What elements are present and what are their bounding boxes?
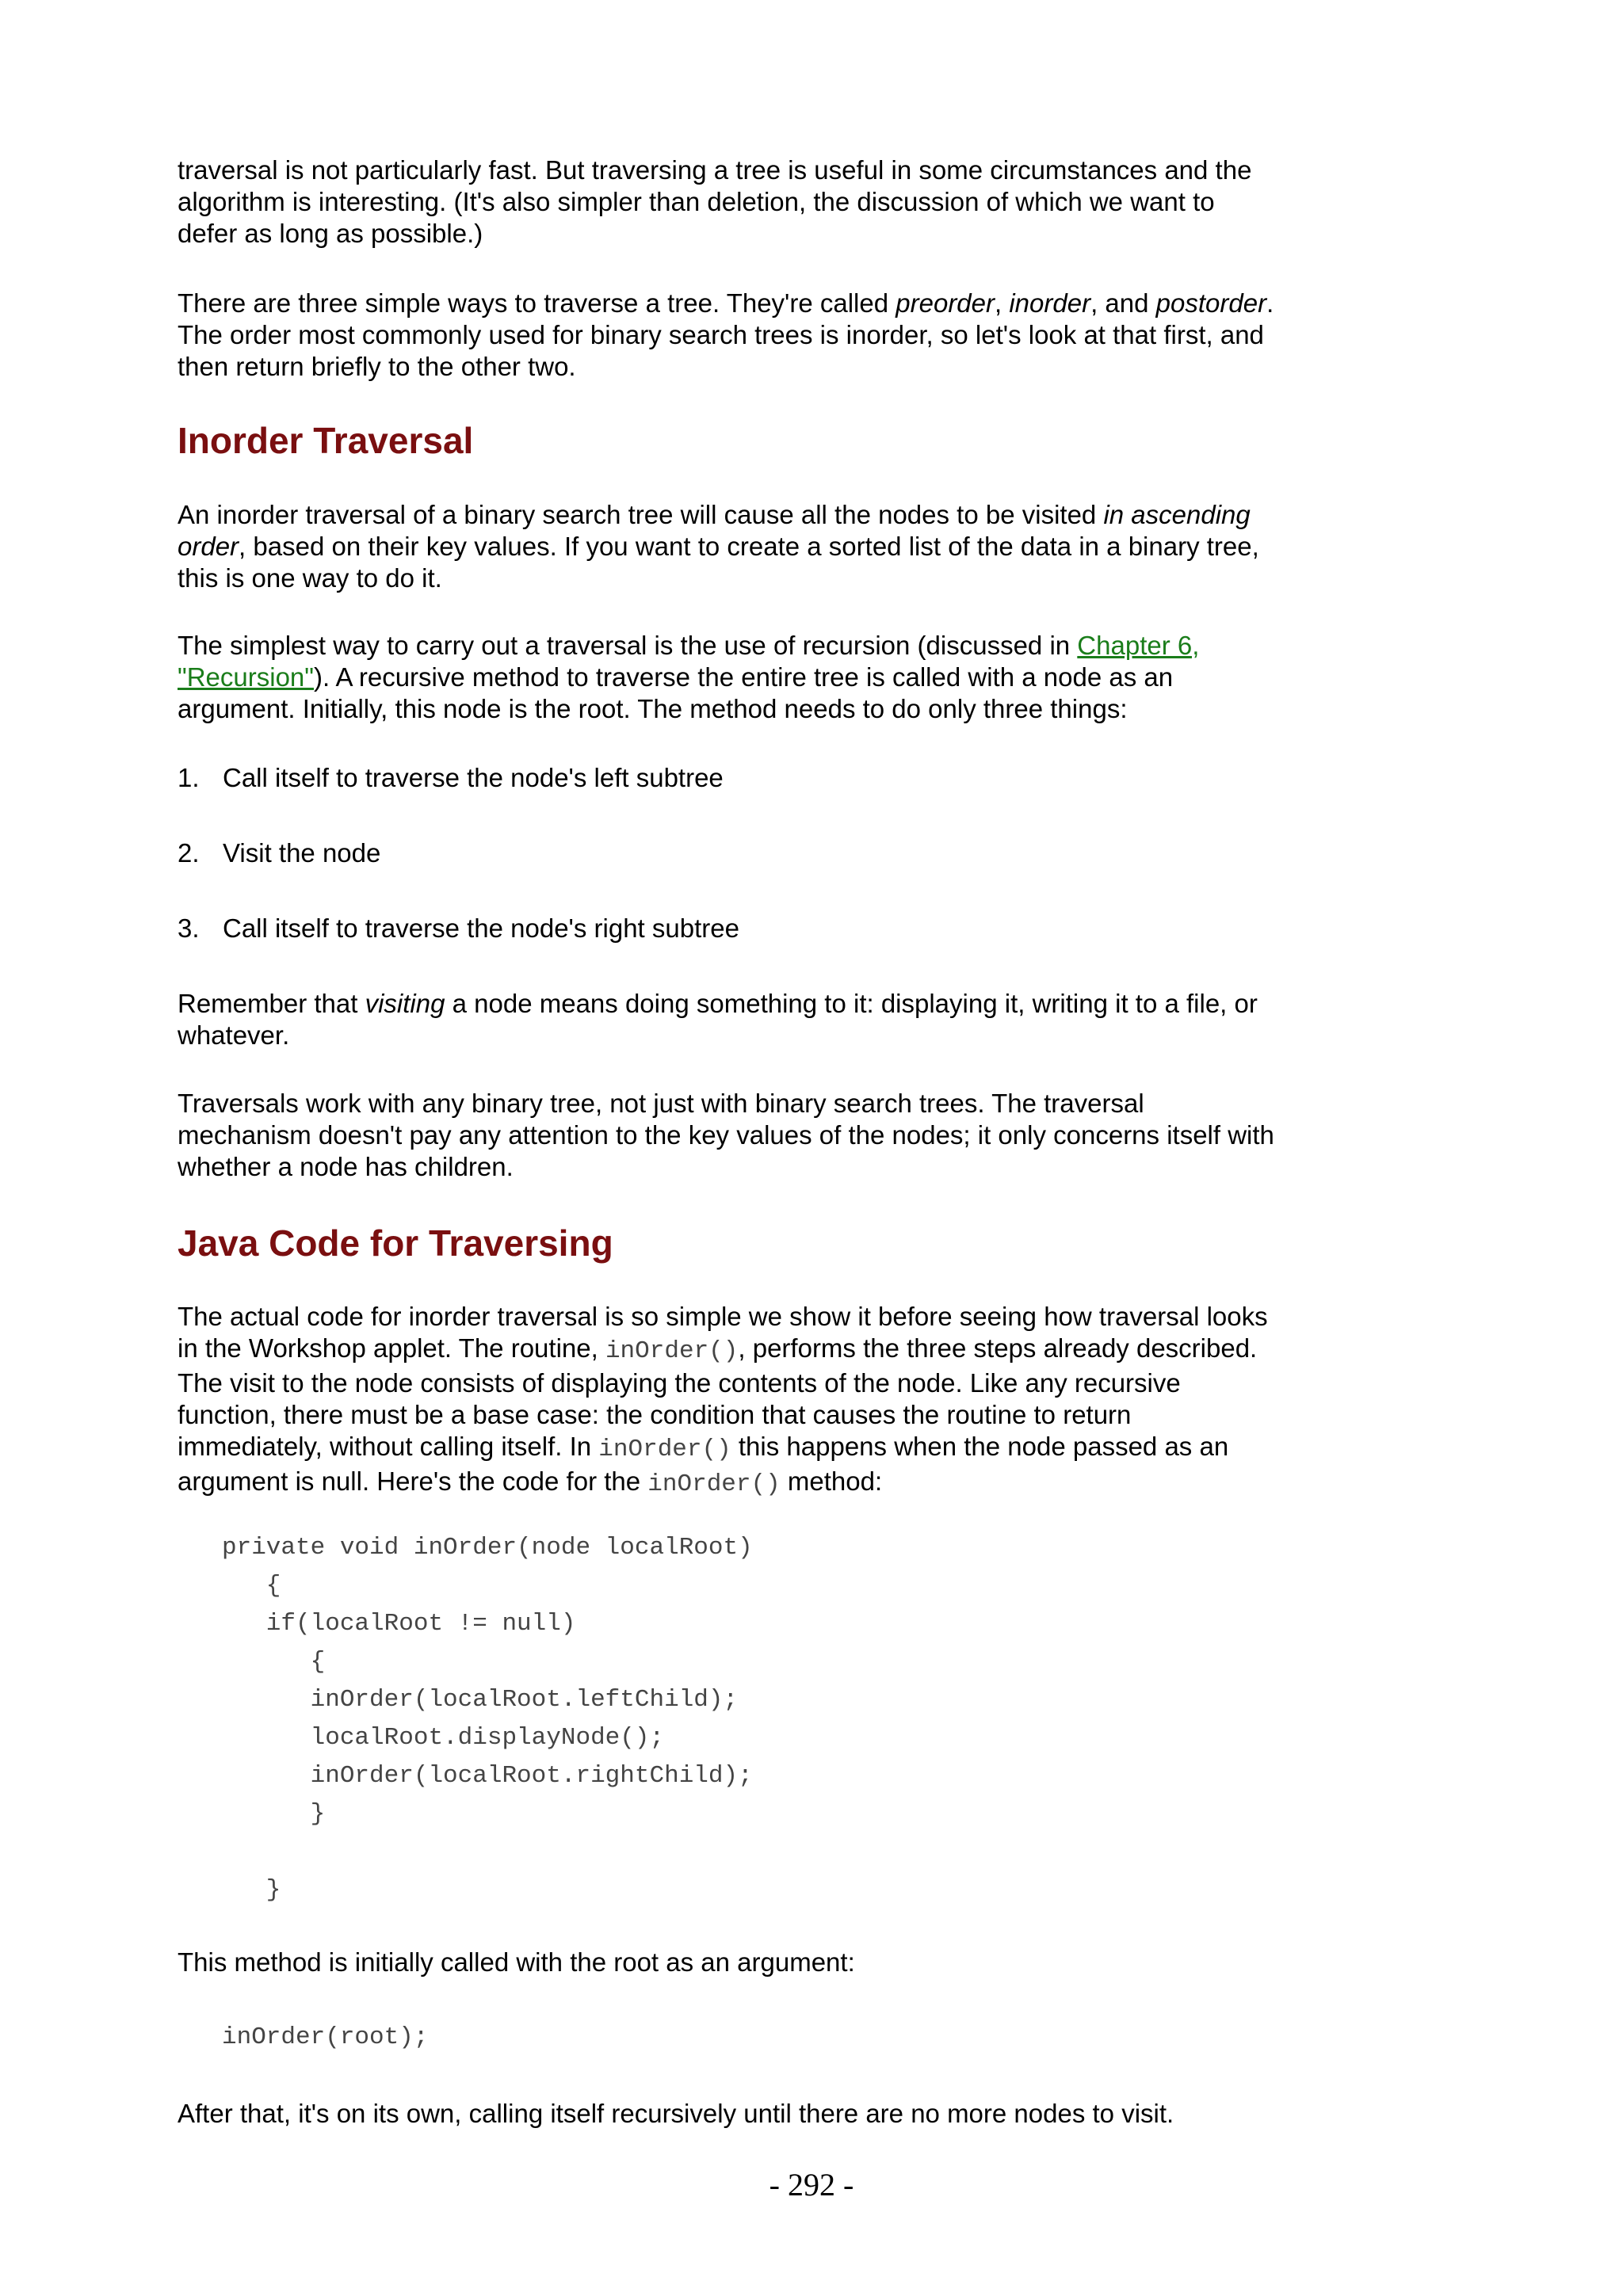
list-item: 3. Call itself to traverse the node's right subtree: [178, 913, 739, 943]
paragraph-traversal-types: There are three simple ways to traverse a tree. They're called preorder, inorder, and postorder. The order most commonly used for binary search trees is inorder, so let's look at that first, and then return briefly to the other two.: [178, 288, 1274, 381]
paragraph-recursion: The simplest way to carry out a traversal is the use of recursion (discussed in Chapter 6, "Recursion"). A recursive method to traverse the entire tree is called with a node as an argument. Initially, this node is the root. The method needs to do only three things:: [178, 631, 1200, 723]
chapter-6-link[interactable]: Chapter 6, "Recursion": [178, 631, 1200, 692]
heading-java-code: Java Code for Traversing: [178, 1222, 613, 1264]
code-block-inorder: private void inOrder(node localRoot) { if(localRoot != null) { inOrder(localRoot.leftChild); localRoot.displayNode(); inOrder(localRoot.rightChild); } }: [222, 1534, 753, 1904]
paragraph-traversals-any-tree: Traversals work with any binary tree, not just with binary search trees. The traversal mechanism doesn't pay any attention to the key values of the nodes; it only concerns itself with whether a node has children.: [178, 1089, 1274, 1181]
paragraph-after-that: After that, it's on its own, calling itself recursively until there are no more nodes to visit.: [178, 2099, 1174, 2128]
heading-inorder-traversal: Inorder Traversal: [178, 420, 474, 461]
paragraph-actual-code: The actual code for inorder traversal is so simple we show it before seeing how traversal looks in the Workshop applet. The routine, inOrder(), performs the three steps already described. The visit to the node consists of displaying the contents of the node. Like any recursive function, there must be a base case: the condition that causes the routine to return immediately, without calling itself. In inOrder() this happens when the node passed as an argument is null. Here's the code for the inOrder() method:: [178, 1302, 1268, 1498]
paragraph-inorder-description: An inorder traversal of a binary search tree will cause all the nodes to be visited in ascending order, based on their key values. If you want to create a sorted list of the data in a binary tree, this is one way to do it.: [178, 500, 1259, 593]
paragraph-initial-call: This method is initially called with the root as an argument:: [178, 1947, 855, 1977]
code-inorder-root: inOrder(root);: [222, 2023, 429, 2051]
list-item: 2. Visit the node: [178, 838, 381, 868]
list-item: 1. Call itself to traverse the node's left subtree: [178, 763, 724, 792]
paragraph-intro: traversal is not particularly fast. But traversing a tree is useful in some circumstances and the algorithm is interesting. (It's also simpler than deletion, the discussion of which we want to defer as long as possible.): [178, 155, 1252, 248]
page-number: - 292 -: [769, 2167, 854, 2203]
paragraph-visiting: Remember that visiting a node means doing something to it: displaying it, writing it to a file, or whatever.: [178, 989, 1258, 1050]
